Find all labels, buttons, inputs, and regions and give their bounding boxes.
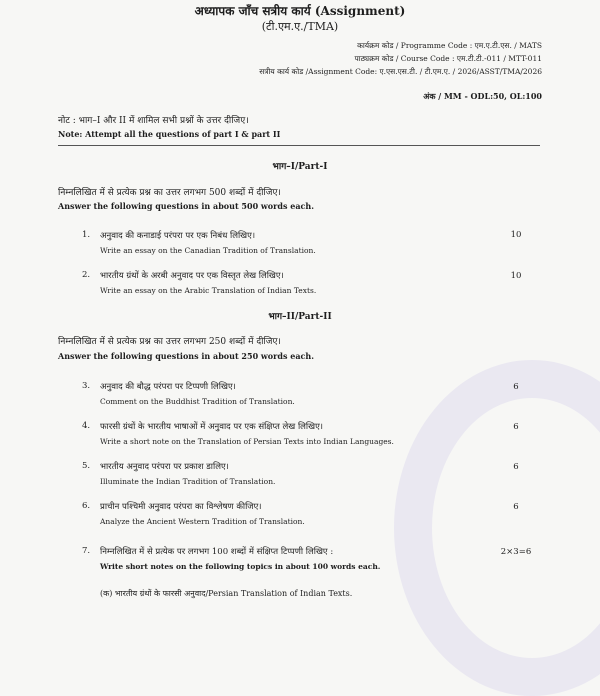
document-title: अध्यापक जाँच सत्रीय कार्य (Assignment)	[194, 4, 406, 18]
document-subtitle: (टी.एम.ए./TMA)	[261, 20, 339, 33]
question-text-english: Write an essay on the Arabic Translation of Indian Texts.	[100, 286, 317, 295]
question-text-hindi: फारसी ग्रंथों के भारतीय भाषाओं में अनुवाद पर एक संक्षिप्त लेख लिखिए।	[100, 422, 323, 432]
part1-instruction-hindi: निम्नलिखित में से प्रत्येक प्रश्न का उत्तर लगभग 500 शब्दों में दीजिए।	[58, 188, 281, 198]
part1-instruction-english: Answer the following questions in about 500 words each.	[58, 201, 314, 211]
note-hindi: नोट : भाग–I और II में शामिल सभी प्रश्नों के उत्तर दीजिए।	[58, 116, 249, 126]
assignment-code: सत्रीय कार्य कोड /Assignment Code: ए.एस.एस.टी. / टी.एम.ए. / 2026/ASST/TMA/2026	[259, 67, 542, 76]
question-number: 4.	[82, 421, 91, 431]
question-number: 6.	[82, 501, 91, 511]
question-text-english: Comment on the Buddhist Tradition of Translation.	[100, 397, 295, 406]
question-marks: 2×3=6	[500, 547, 532, 557]
question-number: 3.	[82, 381, 91, 391]
question-text-hindi: अनुवाद की बौद्ध परंपरा पर टिप्पणी लिखिए।	[100, 382, 236, 392]
question-marks: 6	[513, 422, 519, 432]
question-text-english: Analyze the Ancient Western Tradition of Translation.	[100, 517, 305, 526]
maximum-marks: अंक / MM - ODL:50, OL:100	[423, 91, 542, 101]
question-marks: 10	[510, 271, 522, 281]
note-english: Note: Attempt all the questions of part I & part II	[58, 129, 281, 139]
university-logo-watermark	[394, 360, 600, 696]
question-number: 7.	[82, 546, 91, 556]
divider	[58, 145, 540, 146]
question-marks: 6	[513, 462, 519, 472]
question-text-hindi: भारतीय ग्रंथों के अरबी अनुवाद पर एक विस्तृत लेख लिखिए।	[100, 271, 284, 281]
question-text-english: Illuminate the Indian Tradition of Translation.	[100, 477, 276, 486]
programme-code: कार्यक्रम कोड / Programme Code : एम.ए.टी.एस. / MATS	[357, 41, 542, 50]
question-text-hindi: निम्नलिखित में से प्रत्येक पर लगभग 100 शब्दों में संक्षिप्त टिप्पणी लिखिए :	[100, 547, 334, 557]
question-number: 2.	[82, 270, 91, 280]
part2-heading: भाग–II/Part-II	[268, 312, 332, 322]
question-text-english: Write short notes on the following topics in about 100 words each.	[100, 562, 381, 571]
question-number: 5.	[82, 461, 91, 471]
question-text-hindi: प्राचीन पश्चिमी अनुवाद परंपरा का विश्लेषण कीजिए।	[100, 502, 262, 512]
course-code: पाठ्यक्रम कोड / Course Code : एम.टी.टी.-011 / MTT-011	[354, 54, 542, 63]
question-7-subitem-a: (क) भारतीय ग्रंथों के फारसी अनुवाद/Persian Translation of Indian Texts.	[100, 589, 353, 598]
question-marks: 6	[513, 502, 519, 512]
part2-instruction-hindi: निम्नलिखित में से प्रत्येक प्रश्न का उत्तर लगभग 250 शब्दों में दीजिए।	[58, 337, 281, 347]
part2-instruction-english: Answer the following questions in about 250 words each.	[58, 351, 314, 361]
question-text-english: Write an essay on the Canadian Tradition of Translation.	[100, 246, 316, 255]
question-text-hindi: अनुवाद की कनाडाई परंपरा पर एक निबंध लिखिए।	[100, 231, 256, 241]
part1-heading: भाग–I/Part-I	[272, 162, 328, 172]
question-number: 1.	[82, 230, 91, 240]
question-text-hindi: भारतीय अनुवाद परंपरा पर प्रकाश डालिए।	[100, 462, 229, 472]
question-marks: 10	[510, 230, 522, 240]
question-marks: 6	[513, 382, 519, 392]
question-text-english: Write a short note on the Translation of Persian Texts into Indian Languages.	[100, 437, 394, 446]
